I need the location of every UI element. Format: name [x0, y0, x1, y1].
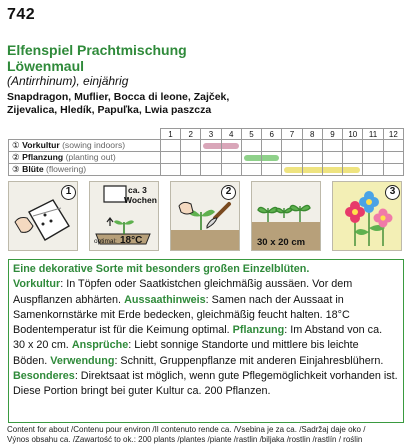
month-header: 8: [302, 129, 322, 140]
step-name: Pflanzung: [22, 152, 64, 162]
step-english: (sowing indoors): [62, 140, 126, 150]
names-line-1: Snapdragon, Muflier, Bocca di leone, Zajček,: [7, 91, 230, 103]
month-cell: [160, 152, 180, 164]
desc-line-1: [13, 277, 399, 292]
month-cell: [383, 152, 403, 164]
common-names: [7, 91, 407, 116]
step-name: Vorkultur: [22, 140, 60, 150]
weeks-amount: ca. 3: [128, 185, 147, 195]
month-cell: [363, 140, 383, 152]
pictogram-germination: [89, 181, 159, 251]
calendar-row: [9, 164, 404, 176]
step-2-badge: 2: [221, 185, 236, 200]
month-header: 11: [363, 129, 383, 140]
key-ansprueche: Ansprüche: [71, 339, 129, 352]
month-header: 3: [201, 129, 221, 140]
temp-label: optimal:: [94, 238, 117, 245]
month-cell: [282, 164, 302, 176]
pictogram-sowing: [8, 181, 78, 251]
desc-line-2: [13, 293, 399, 308]
month-cell: [322, 152, 342, 164]
step-circle: ①: [12, 140, 20, 150]
footer-line-1: Content for about /Contenu pour environ /Il contenuto rende ca. /Vsebina je za ca. /Sadržaj daje oko /: [7, 425, 366, 434]
month-cell: [343, 140, 363, 152]
month-cell: [282, 140, 302, 152]
calendar-header-row: [9, 129, 404, 140]
period-bar: [221, 143, 239, 149]
month-cell: [160, 140, 180, 152]
step-1-badge: 1: [61, 185, 76, 200]
period-bar: [342, 167, 360, 173]
desc-line-5: [13, 338, 399, 353]
key-pflanzung: Pflanzung: [232, 324, 285, 337]
calendar-row-label: [9, 152, 161, 164]
calendar-row: [9, 140, 404, 152]
description-headline: Eine dekorative Sorte mit besonders großen Einzelblüten.: [13, 263, 310, 275]
weeks-label: Wochen: [124, 195, 157, 205]
text-ansprueche-2: Böden.: [13, 354, 48, 367]
packet-number: 742: [7, 6, 36, 23]
spacing-value: 30 x 20 cm: [257, 237, 306, 248]
month-header: 12: [383, 129, 403, 140]
pictogram-flowering: [332, 181, 402, 251]
period-bar: [322, 167, 343, 173]
title-variety: Elfenspiel Prachtmischung: [7, 42, 187, 58]
month-cell: [343, 152, 363, 164]
step-english: (planting out): [65, 152, 116, 162]
lifecycle: , einjährig: [76, 74, 129, 88]
step-circle: ③: [12, 164, 20, 174]
key-aussaathinweis: Aussaathinweis: [124, 293, 206, 306]
step-name: Blüte: [22, 164, 44, 174]
month-cell: [322, 140, 342, 152]
month-cell: [262, 164, 282, 176]
product-title: [7, 42, 187, 74]
text-vorkultur: : In Töpfen oder Saatkistchen gleichmäßig aussäen. Vor dem: [60, 278, 353, 291]
month-cell: [302, 152, 322, 164]
key-vorkultur: Vorkultur: [13, 278, 61, 291]
desc-line-4: [13, 323, 399, 338]
month-cell: [363, 164, 383, 176]
calendar-row: [9, 152, 404, 164]
text-pflanzung: : Im Abstand von ca.: [284, 324, 383, 337]
month-cell: [383, 164, 403, 176]
month-cell: [383, 140, 403, 152]
calendar-row-label: [9, 140, 161, 152]
calendar-row-label: [9, 164, 161, 176]
month-header: 10: [343, 129, 363, 140]
period-bar: [261, 155, 279, 161]
names-line-2: Zijevalica, Hledík, Papuľka, Lwia paszcza: [7, 103, 212, 116]
text-verwendung: : Schnitt, Gruppenpflanze mit anderen Einjahresblühern.: [114, 354, 384, 367]
footer-line-2: Výnos obsahu ca. /Zawartość to ok.: 200 plants /plantes /piante /rastlin /biljaka /rostlin /rastlín / roślin: [7, 435, 363, 444]
key-besonderes: Besonderes: [13, 370, 75, 383]
month-header: 1: [160, 129, 180, 140]
text-pflanzung-2: 30 x 20 cm.: [13, 339, 69, 352]
step-circle: ②: [12, 152, 20, 162]
calendar-corner: [9, 129, 161, 140]
month-cell: [221, 140, 241, 152]
text-ansprueche: : Liebt sonnige Standorte und mittlere bis leichte: [128, 339, 359, 352]
period-bar: [302, 167, 323, 173]
text-vorkultur-2: Auspflanzen abhärten.: [13, 293, 122, 306]
month-cell: [241, 152, 261, 164]
sowing-calendar: [8, 128, 404, 176]
month-cell: [221, 164, 241, 176]
month-header: 5: [241, 129, 261, 140]
text-besonderes: : Direktsaat ist möglich, wenn gute Pflegemöglichkeit vorhanden ist.: [74, 370, 398, 383]
month-cell: [181, 140, 201, 152]
content-footer: [7, 425, 407, 445]
latin-name-line: [7, 74, 128, 88]
desc-line-7: [13, 369, 399, 384]
text-aussaathinweis: : Samen nach der Aussaat in: [205, 293, 344, 306]
pictogram-spacing: [251, 181, 321, 251]
month-cell: [262, 140, 282, 152]
month-cell: [262, 152, 282, 164]
desc-line-6: [13, 354, 399, 369]
text-aussaathinweis-3: Bodentemperatur ist für die Keimung optimal.: [13, 324, 230, 337]
month-cell: [160, 164, 180, 176]
month-cell: [302, 164, 322, 176]
latin-name: (Antirrhinum): [7, 74, 77, 88]
month-cell: [221, 152, 241, 164]
month-cell: [302, 140, 322, 152]
step-3-badge: 3: [385, 185, 400, 200]
step-english: (flowering): [45, 164, 87, 174]
month-cell: [241, 140, 261, 152]
pictogram-transplant: [170, 181, 240, 251]
month-cell: [282, 152, 302, 164]
month-cell: [181, 152, 201, 164]
month-cell: [201, 152, 221, 164]
month-header: 6: [262, 129, 282, 140]
month-cell: [241, 164, 261, 176]
month-cell: [322, 164, 342, 176]
desc-line-3: Samenkornstärke mit Erde bedecken, gleichmäßig feucht halten. 18°C: [13, 308, 350, 321]
period-bar: [244, 155, 262, 161]
month-header: 4: [221, 129, 241, 140]
month-header: 2: [181, 129, 201, 140]
desc-line-8: Diese Portion bringt bei guter Kultur ca. 200 Pflanzen.: [13, 385, 271, 398]
month-cell: [343, 164, 363, 176]
temp-value: 18°C: [120, 235, 143, 246]
month-cell: [181, 164, 201, 176]
month-cell: [363, 152, 383, 164]
period-bar: [284, 167, 302, 173]
title-plant: Löwenmaul: [7, 58, 85, 74]
key-verwendung: Verwendung: [50, 354, 115, 367]
month-cell: [201, 164, 221, 176]
month-header: 9: [322, 129, 342, 140]
month-cell: [201, 140, 221, 152]
description-box: [8, 259, 404, 423]
period-bar: [203, 143, 221, 149]
month-header: 7: [282, 129, 302, 140]
